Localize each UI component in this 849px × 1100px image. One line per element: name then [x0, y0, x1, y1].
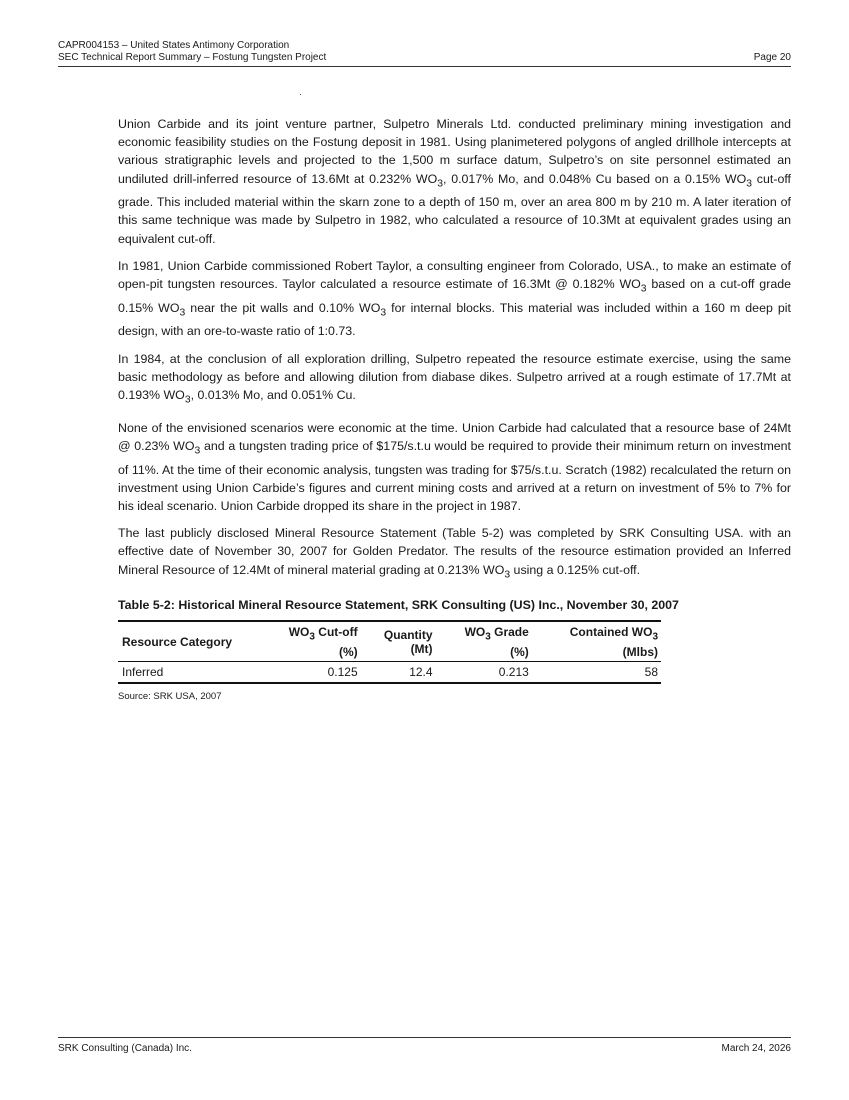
header-report-id: CAPR004153 – United States Antimony Corporation	[58, 40, 290, 51]
page-footer	[58, 1043, 791, 1054]
paragraph-5: The last publicly disclosed Mineral Resource Statement (Table 5-2) was completed by SRK Consulting USA. with an effective date of November 30, 2007 for Golden Predator. The results of the resource estimation provided an Inferred Mineral Resource of 12.4Mt of mineral material grading at 0.213% $WO_3$ using a 0.125% cut-off.	[118, 526, 791, 581]
paragraph-4: None of the envisioned scenarios were economic at the time. Union Carbide had calculated that a resource base of 24Mt @ 0.23% $WO_3$ and a tungsten trading price of $175/s.t.u would be required to provide their minimum return on investment of 11%. At the time of their economic analysis, tungsten was trading for $75/s.t.u. Scratch (1982) recalculated the return on investment using Union Carbide’s figures and current mining costs and arrived at a return on investment of 5% to 7% for his ideal scenario. Union Carbide dropped its share in the project in 1987.	[118, 420, 791, 513]
paragraph-2: In 1981, Union Carbide commissioned Robert Taylor, a consulting engineer from Colorado, USA., to make an estimate of open-pit tungsten resources. Taylor calculated a resource estimate of 16.3Mt @ 0.182% $WO_3$ based on a cut-off grade 0.15% $WO_3$ near the pit walls and 0.10% $WO_3$ for internal blocks. This material was included within a 160 m deep pit design, with an ore-to-waste ratio of 1:0.73.	[118, 258, 791, 339]
resource-table	[118, 620, 661, 683]
table-row	[118, 661, 661, 683]
header-grade: $WO_3$ Grade (%)	[464, 625, 529, 659]
page-header	[58, 40, 791, 64]
paragraph-3: In 1984, at the conclusion of all exploration drilling, Sulpetro repeated the resource estimate exercise, using the same basic methodology as before and allowing dilution from diabase dikes. Sulpetro arrived at a rough estimate of 17.7Mt at 0.193% $WO_3$, 0.013% Mo, and 0.051% Cu.	[118, 351, 791, 406]
cell-grade: 0.213	[498, 664, 529, 679]
cell-quantity: 12.4	[409, 664, 433, 679]
header-contained: Contained $WO_3$ (Mlbs)	[569, 625, 658, 659]
header-divider	[58, 66, 791, 67]
footer-company: SRK Consulting (Canada) Inc.	[58, 1043, 192, 1054]
cell-category: Inferred	[122, 664, 164, 679]
footer-date: March 24, 2026	[721, 1043, 791, 1054]
header-quantity: Quantity (Mt)	[383, 627, 433, 656]
header-page-number: Page 20	[753, 52, 791, 63]
cell-contained: 58	[644, 664, 658, 679]
document-body	[118, 115, 791, 702]
header-resource-category: Resource Category	[122, 634, 233, 649]
table-caption: Table 5-2: Historical Mineral Resource Statement, SRK Consulting (US) Inc., November 30, 2007	[118, 598, 679, 613]
cell-cutoff: 0.125	[327, 664, 358, 679]
header-report-title: SEC Technical Report Summary – Fostung Tungsten Project	[58, 52, 327, 63]
table-header-row	[118, 621, 661, 661]
header-cutoff: $WO_3$ Cut-off (%)	[288, 625, 358, 659]
table-source: Source: SRK USA, 2007	[118, 690, 222, 702]
stray-mark	[300, 94, 301, 95]
footer-divider	[58, 1037, 791, 1038]
paragraph-1: Union Carbide and its joint venture partner, Sulpetro Minerals Ltd. conducted preliminary mining investigation and economic feasibility studies on the Fostung deposit in 1981. Using planimetered polygons of angled drillhole intercepts at various stratigraphic levels and projected to the 1,500 m surface datum, Sulpetro’s on site personnel estimated an undiluted drill-inferred resource of 13.6Mt at 0.232% $WO_3$, 0.017% Mo, and 0.048% Cu based on a 0.15% $WO_3$ cut-off grade. This included material within the skarn zone to a depth of 150 m, over an area 800 m by 210 m. A later iteration of this same technique was made by Sulpetro in 1982, who calculated a resource of 10.3Mt at equivalent grades using an equivalent cut-off.	[118, 117, 791, 246]
